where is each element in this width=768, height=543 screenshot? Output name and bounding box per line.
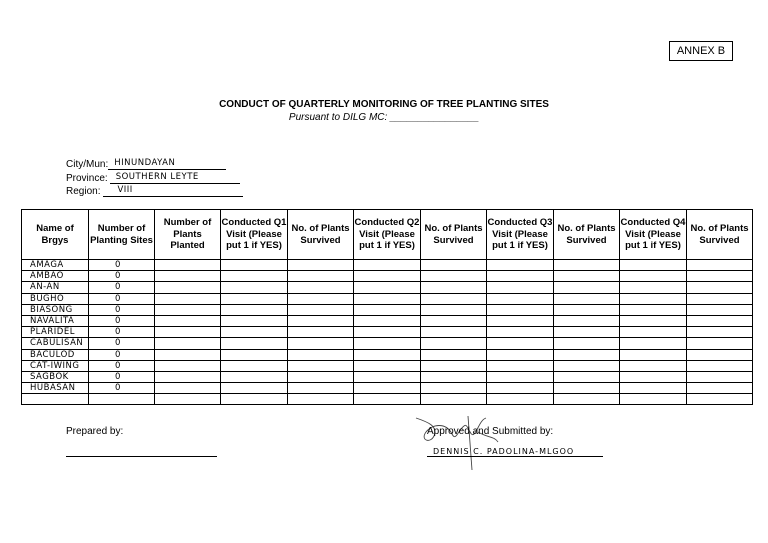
- empty-cell: [687, 260, 753, 271]
- table-row: [22, 315, 753, 326]
- column-header: Conducted Q2 Visit (Please put 1 if YES): [354, 210, 421, 260]
- table-row: [22, 304, 753, 315]
- empty-cell: [288, 394, 354, 405]
- empty-cell: [687, 271, 753, 282]
- planting-sites-cell: 0: [89, 349, 155, 360]
- empty-cell: [288, 260, 354, 271]
- column-header: No. of Plants Survived: [288, 210, 354, 260]
- empty-cell: [421, 371, 487, 382]
- empty-cell: [155, 394, 221, 405]
- empty-cell: [354, 271, 421, 282]
- empty-cell: [554, 315, 620, 326]
- planting-sites-cell: 0: [89, 293, 155, 304]
- empty-cell: [354, 383, 421, 394]
- empty-cell: [687, 394, 753, 405]
- empty-cell: [155, 338, 221, 349]
- empty-cell: [288, 383, 354, 394]
- empty-cell: [354, 327, 421, 338]
- planting-sites-cell: 0: [89, 371, 155, 382]
- table-row: [22, 271, 753, 282]
- empty-cell: [421, 271, 487, 282]
- empty-cell: [620, 383, 687, 394]
- empty-cell: [487, 394, 554, 405]
- empty-cell: [155, 282, 221, 293]
- empty-cell: [421, 349, 487, 360]
- barangay-name-cell: AN-AN: [22, 282, 89, 293]
- empty-cell: [354, 282, 421, 293]
- column-header: No. of Plants Survived: [421, 210, 487, 260]
- empty-cell: [687, 304, 753, 315]
- empty-cell: [487, 371, 554, 382]
- empty-cell: [620, 371, 687, 382]
- empty-cell: [487, 349, 554, 360]
- empty-cell: [155, 260, 221, 271]
- empty-cell: [487, 271, 554, 282]
- empty-cell: [620, 315, 687, 326]
- empty-cell: [155, 371, 221, 382]
- empty-cell: [354, 371, 421, 382]
- empty-cell: [620, 394, 687, 405]
- table-row: [22, 371, 753, 382]
- empty-cell: [288, 282, 354, 293]
- document-subtitle: Pursuant to DILG MC: ________________: [288, 112, 480, 123]
- empty-cell: [620, 327, 687, 338]
- empty-cell: [487, 282, 554, 293]
- empty-cell: [687, 338, 753, 349]
- empty-cell: [221, 327, 288, 338]
- empty-cell: [288, 371, 354, 382]
- empty-cell: [487, 338, 554, 349]
- empty-cell: [354, 304, 421, 315]
- empty-cell: [155, 315, 221, 326]
- empty-cell: [221, 371, 288, 382]
- empty-cell: [221, 293, 288, 304]
- empty-cell: [155, 271, 221, 282]
- planting-sites-cell: 0: [89, 338, 155, 349]
- city-label: City/Mun:: [66, 159, 109, 170]
- planting-sites-cell: 0: [89, 260, 155, 271]
- table-row: [22, 383, 753, 394]
- empty-cell: [421, 315, 487, 326]
- province-label: Province:: [66, 173, 108, 184]
- empty-cell: [354, 349, 421, 360]
- table-row: [22, 360, 753, 371]
- empty-cell: [421, 293, 487, 304]
- planting-sites-cell: 0: [89, 304, 155, 315]
- empty-cell: [354, 260, 421, 271]
- monitoring-table: [21, 209, 753, 405]
- empty-cell: [354, 315, 421, 326]
- annex-label: ANNEX B: [669, 41, 733, 61]
- empty-cell: [155, 293, 221, 304]
- province-row: [66, 172, 240, 184]
- empty-cell: [620, 271, 687, 282]
- barangay-name-cell: CABULISAN: [22, 338, 89, 349]
- barangay-name-cell: BACULOD: [22, 349, 89, 360]
- barangay-name-cell: BUGHO: [22, 293, 89, 304]
- barangay-name-cell: SAGBOK: [22, 371, 89, 382]
- barangay-name-cell: AMAGA: [22, 260, 89, 271]
- empty-cell: [221, 315, 288, 326]
- empty-cell: [354, 293, 421, 304]
- planting-sites-cell: 0: [89, 360, 155, 371]
- empty-cell: [421, 304, 487, 315]
- empty-cell: [554, 304, 620, 315]
- empty-cell: [155, 304, 221, 315]
- barangay-name-cell: BIASONG: [22, 304, 89, 315]
- empty-cell: [554, 293, 620, 304]
- empty-cell: [620, 304, 687, 315]
- barangay-name-cell: [22, 394, 89, 405]
- empty-cell: [155, 360, 221, 371]
- empty-cell: [687, 282, 753, 293]
- column-header: Conducted Q4 Visit (Please put 1 if YES): [620, 210, 687, 260]
- barangay-name-cell: AMBAO: [22, 271, 89, 282]
- planting-sites-cell: 0: [89, 383, 155, 394]
- empty-cell: [687, 383, 753, 394]
- column-header: Conducted Q3 Visit (Please put 1 if YES): [487, 210, 554, 260]
- empty-cell: [620, 338, 687, 349]
- table-header-row: [22, 210, 753, 260]
- empty-cell: [288, 360, 354, 371]
- province-value: SOUTHERN LEYTE: [110, 172, 240, 184]
- table-row: [22, 327, 753, 338]
- empty-cell: [421, 282, 487, 293]
- empty-cell: [620, 293, 687, 304]
- empty-cell: [221, 271, 288, 282]
- planting-sites-cell: 0: [89, 315, 155, 326]
- empty-cell: [487, 293, 554, 304]
- empty-cell: [421, 327, 487, 338]
- empty-cell: [554, 371, 620, 382]
- signature-mark: [408, 412, 503, 474]
- empty-cell: [687, 371, 753, 382]
- empty-cell: [554, 271, 620, 282]
- empty-cell: [487, 327, 554, 338]
- empty-cell: [288, 293, 354, 304]
- empty-cell: [487, 304, 554, 315]
- table-row: [22, 349, 753, 360]
- planting-sites-cell: 0: [89, 282, 155, 293]
- region-value: VIII: [103, 185, 243, 197]
- empty-cell: [687, 293, 753, 304]
- empty-cell: [221, 260, 288, 271]
- empty-cell: [487, 383, 554, 394]
- empty-cell: [221, 394, 288, 405]
- empty-cell: [288, 315, 354, 326]
- empty-cell: [288, 349, 354, 360]
- column-header: Conducted Q1 Visit (Please put 1 if YES): [221, 210, 288, 260]
- empty-cell: [354, 360, 421, 371]
- empty-cell: [155, 349, 221, 360]
- column-header: No. of Plants Survived: [554, 210, 620, 260]
- column-header: No. of Plants Survived: [687, 210, 753, 260]
- empty-cell: [620, 360, 687, 371]
- empty-cell: [620, 349, 687, 360]
- empty-cell: [155, 327, 221, 338]
- table-row: [22, 338, 753, 349]
- column-header: Number of Planting Sites: [89, 210, 155, 260]
- planting-sites-cell: [89, 394, 155, 405]
- empty-cell: [288, 271, 354, 282]
- empty-cell: [354, 394, 421, 405]
- empty-cell: [487, 260, 554, 271]
- empty-cell: [554, 282, 620, 293]
- empty-cell: [687, 327, 753, 338]
- approved-by-label: Approved and Submitted by:: [427, 426, 554, 437]
- table-row: [22, 260, 753, 271]
- empty-cell: [554, 338, 620, 349]
- empty-cell: [421, 260, 487, 271]
- region-label: Region:: [66, 186, 101, 197]
- empty-cell: [221, 282, 288, 293]
- table-row: [22, 293, 753, 304]
- empty-cell: [288, 327, 354, 338]
- empty-cell: [554, 327, 620, 338]
- empty-cell: [554, 349, 620, 360]
- empty-cell: [620, 282, 687, 293]
- barangay-name-cell: CAT-IWING: [22, 360, 89, 371]
- barangay-name-cell: HUBASAN: [22, 383, 89, 394]
- barangay-name-cell: PLARIDEL: [22, 327, 89, 338]
- empty-cell: [221, 360, 288, 371]
- planting-sites-cell: 0: [89, 327, 155, 338]
- empty-cell: [421, 383, 487, 394]
- document-title: CONDUCT OF QUARTERLY MONITORING OF TREE PLANTING SITES: [219, 99, 549, 110]
- empty-cell: [155, 383, 221, 394]
- prepared-by-label: Prepared by:: [66, 426, 124, 437]
- empty-cell: [554, 394, 620, 405]
- empty-cell: [487, 315, 554, 326]
- empty-cell: [354, 338, 421, 349]
- empty-cell: [487, 360, 554, 371]
- approver-name: DENNIS C. PADOLINA-MLGOO: [427, 447, 603, 457]
- empty-cell: [554, 383, 620, 394]
- empty-cell: [421, 394, 487, 405]
- city-value: HINUNDAYAN: [108, 158, 226, 170]
- table-row: [22, 282, 753, 293]
- planting-sites-cell: 0: [89, 271, 155, 282]
- prepared-by-signature-line: [66, 456, 217, 457]
- empty-cell: [288, 338, 354, 349]
- barangay-name-cell: NAVALITA: [22, 315, 89, 326]
- empty-cell: [687, 315, 753, 326]
- empty-cell: [288, 304, 354, 315]
- empty-cell: [554, 260, 620, 271]
- empty-cell: [554, 360, 620, 371]
- empty-cell: [221, 304, 288, 315]
- empty-cell: [421, 338, 487, 349]
- city-row: [66, 158, 226, 170]
- empty-cell: [687, 349, 753, 360]
- column-header: Number of Plants Planted: [155, 210, 221, 260]
- empty-cell: [221, 383, 288, 394]
- empty-cell: [221, 349, 288, 360]
- empty-cell: [687, 360, 753, 371]
- column-header: Name of Brgys: [22, 210, 89, 260]
- empty-cell: [221, 338, 288, 349]
- table-row: [22, 394, 753, 405]
- region-row: [66, 185, 243, 197]
- empty-cell: [421, 360, 487, 371]
- empty-cell: [620, 260, 687, 271]
